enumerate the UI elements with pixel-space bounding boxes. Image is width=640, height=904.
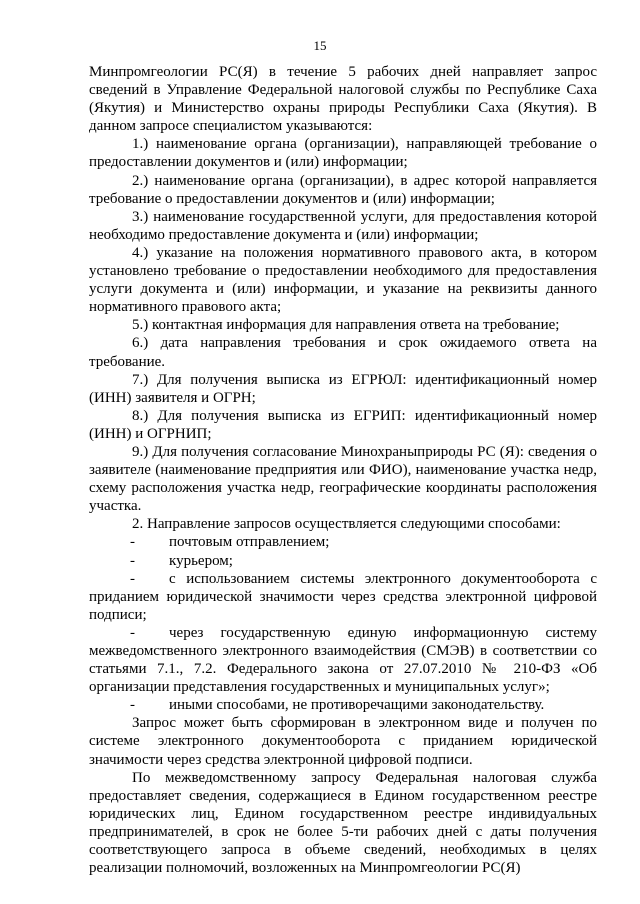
page-number: 15	[313, 38, 327, 53]
section-2-heading: 2. Направление запросов осуществляется следующими способами:	[132, 516, 561, 533]
dash-item-post	[89, 533, 597, 551]
dash-item-text: почтовым отправлением;	[169, 534, 330, 551]
dash-mark: -	[130, 624, 135, 641]
dash-mark: -	[130, 534, 135, 551]
paragraph-fns-response: По межведомственному запросу Федеральная налоговая служба предоставляет сведения, содержащиеся в Едином государственном реестре юридических лиц, Едином государственном реестре индивидуальных предпринимателей, в срок не более 5-ти рабочих дней с даты получения соответствующего запроса в объеме сведений, необходимых в целях реализации полномочий, возложенных на Минпромгеологии РС(Я)	[89, 769, 597, 877]
dash-item-courier	[89, 552, 597, 570]
dash-item-text: с использованием системы электронного документооборота с приданием юридической значимости через средства электронной цифровой подписи;	[89, 570, 597, 623]
list-item-8: 8.) Для получения выписка из ЕГРИП: идентификационный номер (ИНН) и ОГРНИП;	[89, 407, 597, 442]
list-item-2: 2.) наименование органа (организации), в адрес которой направляется требование о предоставлении документов и (или) информации;	[89, 172, 597, 207]
dash-item-other	[89, 696, 597, 714]
list-item-9: 9.) Для получения согласование Минохраныприроды РС (Я): сведения о заявителе (наименование предприятия или ФИО), наименование участка недр, схему расположения участка недр, географические координаты расположения участка.	[89, 443, 597, 515]
paragraph-intro: Минпромгеологии РС(Я) в течение 5 рабочих дней направляет запрос сведений в Управление Федеральной налоговой службы по Республике Саха (Якутия) и Министерство охраны природы Республики Саха (Якутия). В данном запросе специалистом указываются:	[89, 64, 597, 135]
dash-item-text: иными способами, не противоречащими законодательству.	[169, 697, 545, 714]
dash-mark: -	[130, 552, 135, 569]
list-item-7: 7.) Для получения выписка из ЕГРЮЛ: идентификационный номер (ИНН) заявителя и ОГРН;	[89, 371, 597, 406]
dash-mark: -	[130, 697, 135, 714]
paragraph-electronic-request: Запрос может быть сформирован в электронном виде и получен по системе электронного документооборота с приданием юридической значимости через средства электронной цифровой подписи.	[89, 715, 597, 768]
list-item-4: 4.) указание на положения нормативного правового акта, в котором установлено требование о предоставлении необходимого для предоставления услуги документа и (или) информации, и указание на реквизиты данного нормативного правового акта;	[89, 244, 597, 316]
dash-item-edo	[89, 570, 597, 624]
list-item-1: 1.) наименование органа (организации), направляющей требование о предоставлении документов и (или) информации;	[89, 136, 597, 171]
list-item-3: 3.) наименование государственной услуги, для предоставления которой необходимо предоставление документа и (или) информации;	[89, 208, 597, 243]
dash-item-smev	[89, 624, 597, 696]
list-item-5: 5.) контактная информация для направления ответа на требование;	[132, 317, 560, 334]
list-item-6: 6.) дата направления требования и срок ожидаемого ответа на требование.	[89, 335, 597, 370]
dash-item-text: курьером;	[169, 552, 233, 569]
dash-mark: -	[130, 570, 135, 587]
dash-item-text: через государственную единую информационную систему межведомственного электронного взаимодействия (СМЭВ) в соответствии со статьями 7.1., 7.2. Федерального закона от 27.07.2010 № 210-ФЗ «Об организации представления государственных и муниципальных услуг»;	[89, 624, 597, 696]
document-body	[89, 63, 597, 877]
